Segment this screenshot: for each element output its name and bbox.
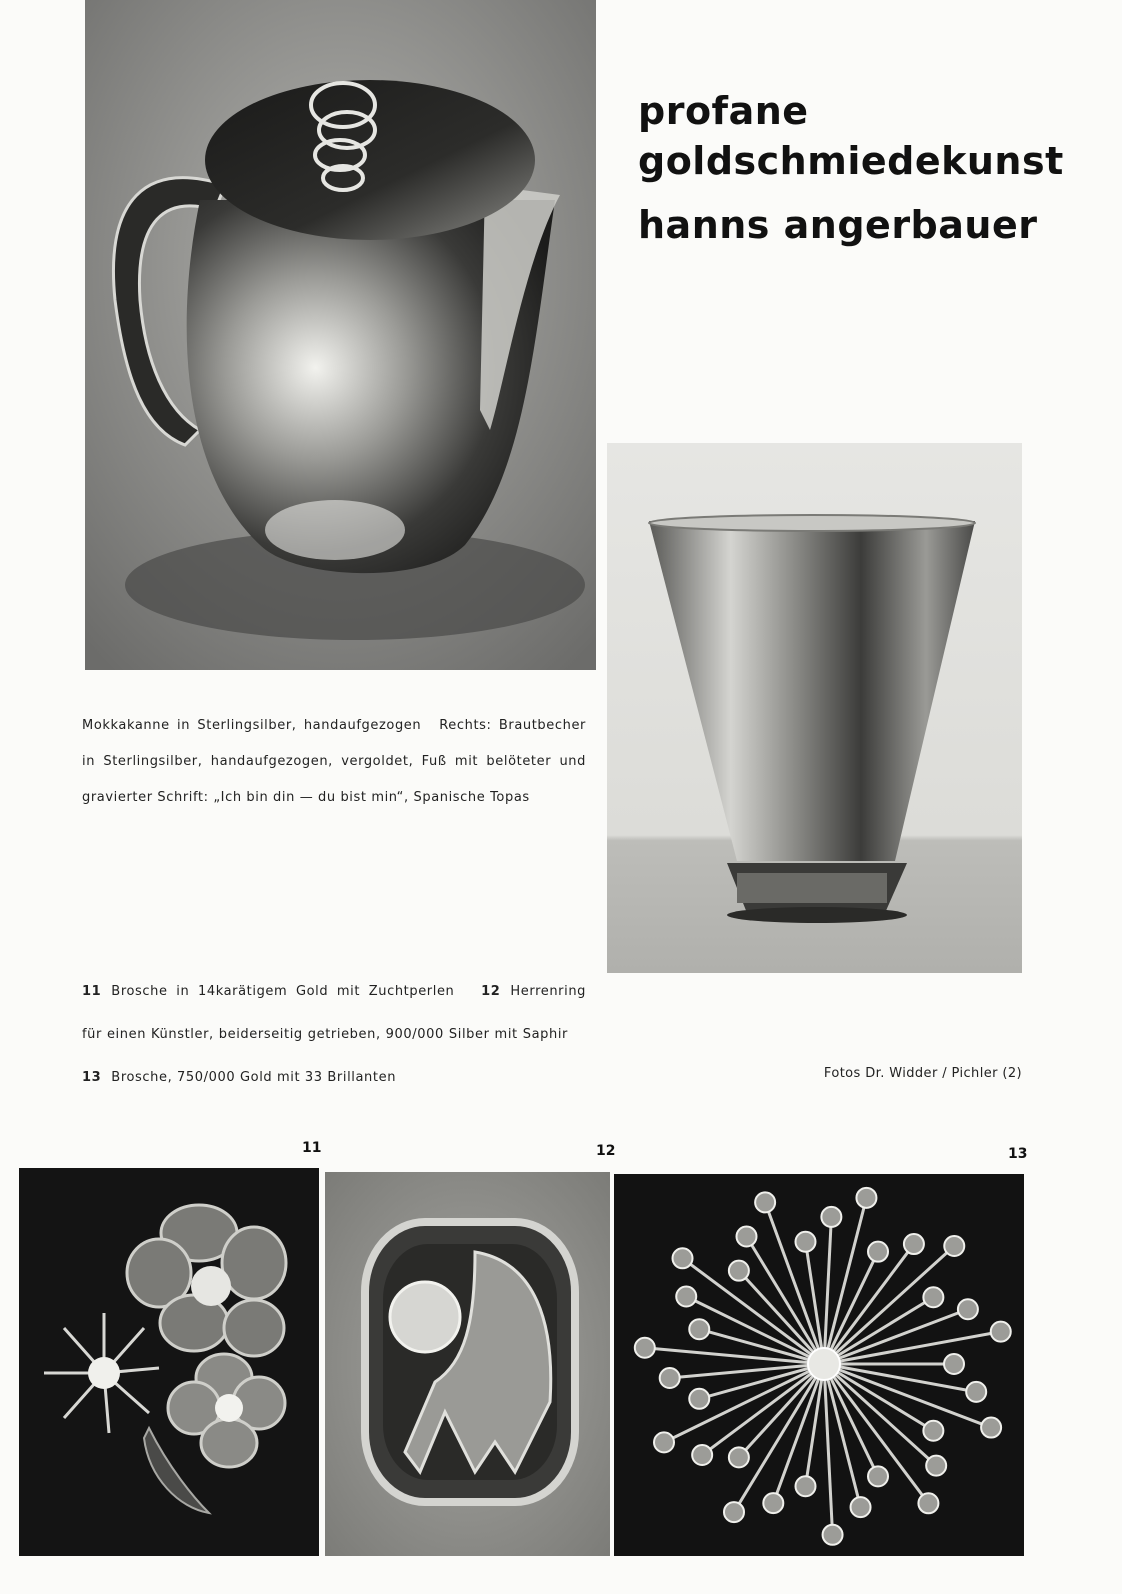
brooch-diamond <box>724 1502 744 1522</box>
caption-num-12: 12 <box>481 984 501 999</box>
brooch-diamond <box>944 1236 964 1256</box>
brooch-diamond <box>673 1248 693 1268</box>
brooch-diamond <box>692 1445 712 1465</box>
brooch-diamond <box>868 1466 888 1486</box>
title-line-2: goldschmiedekunst <box>638 139 1064 183</box>
caption-mokkakanne-text: Mokkakanne in Sterlingsilber, handaufgezogen <box>82 718 422 733</box>
figure-number-13: 13 <box>1008 1146 1028 1162</box>
brooch-diamond <box>795 1476 815 1496</box>
brooch-diamond <box>991 1322 1011 1342</box>
brooch-diamond <box>795 1232 815 1252</box>
brooch-diamond <box>926 1456 946 1476</box>
brooch-diamond <box>823 1525 843 1545</box>
brooch-diamond <box>676 1287 696 1307</box>
brooch-diamond <box>851 1497 871 1517</box>
brooch-diamond <box>821 1207 841 1227</box>
photo-credit: Fotos Dr. Widder / Pichler (2) <box>823 1066 1022 1081</box>
brooch-diamond <box>966 1382 986 1402</box>
photo-brautbecher <box>607 443 1022 973</box>
figure-number-12: 12 <box>596 1143 616 1159</box>
caption-text-12: Herrenring für einen Künstler, beiderseitig getrieben, 900/000 Silber mit Saphir <box>82 984 587 1042</box>
brooch-diamond <box>904 1234 924 1254</box>
caption-text-11: Brosche in 14karätigem Gold mit Zuchtperlen <box>111 984 455 999</box>
photo-brosche-13 <box>614 1174 1024 1556</box>
brooch-diamond <box>958 1299 978 1319</box>
caption-brautbecher-text: Rechts: Brautbecher in Sterlingsilber, handaufgezogen, vergoldet, Fuß mit belöteter und gravierter Schrift: „Ich bin din — du bist min“, Spanische Topas <box>82 718 586 805</box>
brooch-diamond <box>856 1188 876 1208</box>
brooch-diamond <box>635 1338 655 1358</box>
brooch-diamond <box>689 1389 709 1409</box>
brooch-diamond <box>868 1242 888 1262</box>
photo-mokkakanne <box>85 0 596 670</box>
caption-num-11: 11 <box>82 984 102 999</box>
brooch-diamond <box>918 1493 938 1513</box>
author-name: hanns angerbauer <box>638 203 1038 247</box>
brooch-diamond <box>981 1418 1001 1438</box>
title-line-1: profane <box>638 89 809 133</box>
photo-brosche-11 <box>19 1168 319 1556</box>
brooch-diamond <box>923 1287 943 1307</box>
caption-text-13: Brosche, 750/000 Gold mit 33 Brillanten <box>111 1070 397 1085</box>
brooch-diamond <box>923 1421 943 1441</box>
caption-jewelry <box>82 970 586 1099</box>
brooch-diamond <box>729 1261 749 1281</box>
caption-mokkakanne <box>82 708 586 816</box>
brooch-diamond <box>755 1192 775 1212</box>
brooch-diamond <box>763 1493 783 1513</box>
brooch-diamond <box>660 1368 680 1388</box>
brooch-diamond <box>737 1226 757 1246</box>
brooch-diamond <box>944 1354 964 1374</box>
brooch-diamond <box>654 1432 674 1452</box>
brooch-diamond <box>729 1447 749 1467</box>
figure-number-11: 11 <box>302 1140 322 1156</box>
article-title <box>638 86 1098 250</box>
caption-num-13: 13 <box>82 1070 102 1085</box>
photo-herrenring-12 <box>325 1172 610 1556</box>
brooch-diamond <box>689 1319 709 1339</box>
